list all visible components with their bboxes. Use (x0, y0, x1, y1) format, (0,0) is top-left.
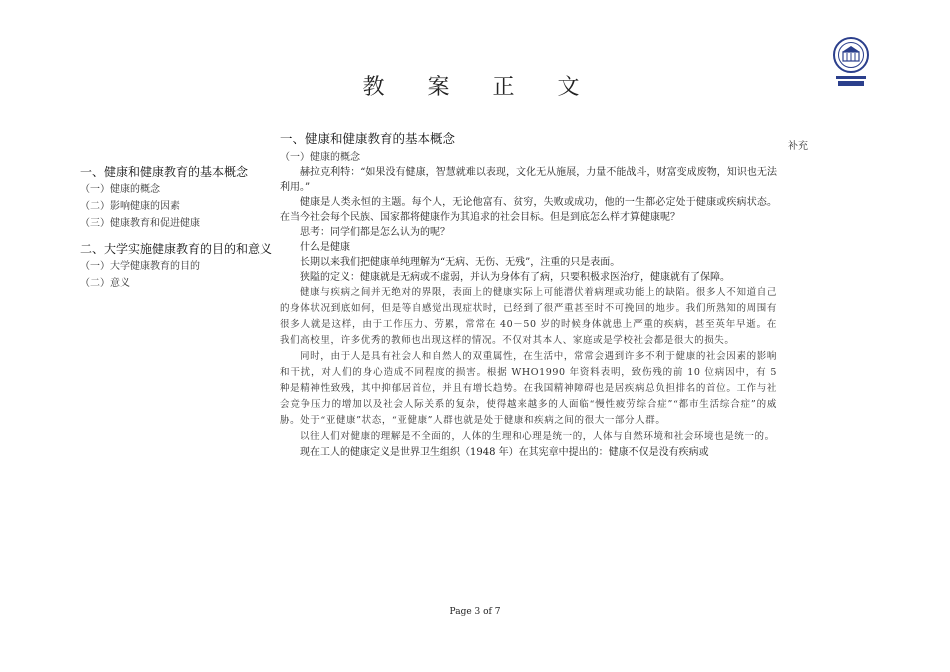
outline-item: （一）大学健康教育的目的 (80, 261, 200, 272)
page-footer: Page 3 of 7 (449, 607, 501, 617)
paragraph: 长期以来我们把健康单纯理解为“无病、无伤、无残”，注重的只是表面。 (300, 257, 621, 268)
paragraph: 赫拉克利特：“如果没有健康，智慧就难以表现，文化无从施展，力量不能战斗，财富变成废物，知识也无法利用。” (280, 167, 777, 193)
outline-item: （二）意义 (80, 278, 130, 289)
paragraph: 狭隘的定义：健康就是无病或不虚弱，并认为身体有了病，只要积极求医治疗，健康就有了保障。 (300, 272, 730, 283)
supplement-label: 补充 (788, 141, 808, 152)
outline-sidebar (80, 163, 272, 292)
paragraph: 以往人们对健康的理解是不全面的，人体的生理和心理是统一的，人体与自然环境和社会环境也是统一的。 (300, 431, 775, 442)
page-title: 教 案 正 文 (362, 75, 598, 100)
paragraph: 健康与疾病之间并无绝对的界限，表面上的健康实际上可能潜伏着病理或功能上的缺陷。很多人不知道自己的身体状况到底如何，但是等自感觉出现症状时，已经到了很严重甚至时不可挽回的地步。我们所熟知的周围有很多人就是这样，由于工作压力、劳累，常常在 40－50 岁的时候身体就患上严重的疾病，甚至英年早逝。在我们高校里，许多优秀的教师也出现这样的情况。不仅对其本人、家庭或是学校社会都是很大的损失。 (280, 287, 777, 346)
outline-section-2-title: 二、大学实施健康教育的目的和意义 (80, 242, 273, 256)
university-logo-icon (832, 36, 870, 88)
outline-item: （三）健康教育和促进健康 (80, 218, 200, 229)
main-content (280, 130, 777, 460)
paragraph: 同时，由于人是具有社会人和自然人的双重属性，在生活中，常常会遇到许多不利于健康的社会因素的影响和干扰，对人们的身心造成不同程度的损害。根据 WHO1990 年资料表明，致伤残的前 10 位病因中，有 5 种是精神性致残，其中抑郁居首位，并且有增长趋势。在我国精神障碍也是居疾病总负担排名的首位。工作与社会竞争压力的增加以及社会人际关系的复杂，使得越来越多的人面临“慢性疲劳综合症”“都市生活综合症”的威胁。处于“亚健康”状态，“亚健康”人群也就是处于健康和疾病之间的很大一部分人群。 (280, 351, 777, 426)
outline-section-1-title: 一、健康和健康教育的基本概念 (80, 165, 249, 179)
section-heading: 一、健康和健康教育的基本概念 (280, 131, 456, 146)
paragraph: 现在工人的健康定义是世界卫生组织（1948 年）在其宪章中提出的：健康不仅是没有疾病或 (300, 447, 709, 458)
outline-item: （二）影响健康的因素 (80, 201, 180, 212)
paragraph: 什么是健康 (300, 242, 350, 253)
outline-item: （一）健康的概念 (80, 184, 160, 195)
paragraph: 健康是人类永恒的主题。每个人，无论他富有、贫穷，失败或成功，他的一生都必定处于健康或疾病状态。在当今社会每个民族、国家都将健康作为其追求的社会目标。但是到底怎么样才算健康呢？ (280, 197, 777, 223)
subsection-heading: （一）健康的概念 (280, 152, 360, 163)
paragraph: 思考：同学们都是怎么认为的呢？ (300, 227, 450, 238)
